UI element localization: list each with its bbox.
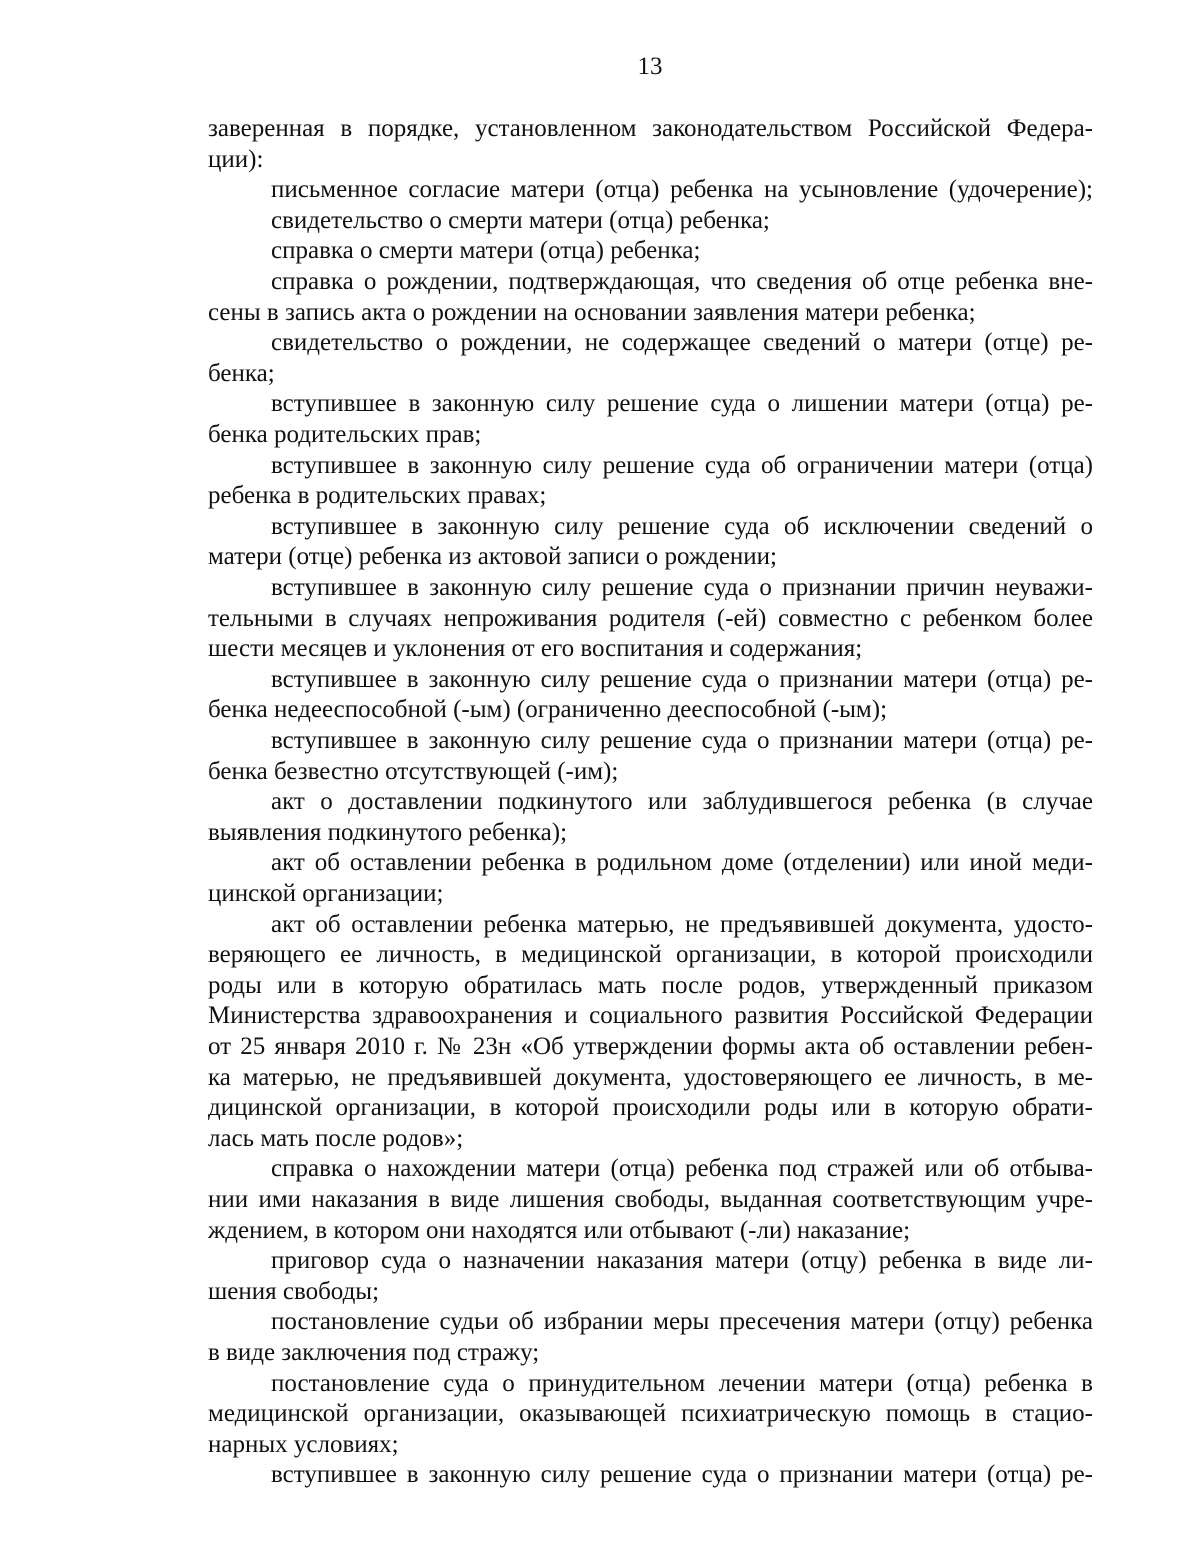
text-line: постановление суда о принудительном лечении матери (отца) ребенка в [271, 1369, 1093, 1397]
text-line: постановление судьи об избрании меры пресечения матери (отцу) ребенка [271, 1308, 1093, 1336]
text-line: лась мать после родов»; [208, 1124, 464, 1152]
text-line: вступившее в законную силу решение суда о признании матери (отца) ре- [271, 727, 1093, 754]
text-line: акт об оставлении ребенка в родильном доме (отделении) или иной меди- [271, 849, 1093, 877]
text-line: тельными в случаях непроживания родителя (-ей) совместно с ребенком более [208, 604, 1093, 632]
text-line: роды или в которую обратилась мать после родов, утвержденный приказом [208, 971, 1093, 999]
text-line: матери (отце) ребенка из актовой записи о рождении; [208, 543, 777, 571]
text-line: шести месяцев и уклонения от его воспитания и содержания; [208, 635, 863, 663]
text-line: ждением, в котором они находятся или отбывают (-ли) наказание; [208, 1216, 911, 1244]
text-line: бенка безвестно отсутствующей (-им); [208, 757, 619, 785]
text-line: акт о доставлении подкинутого или заблудившегося ребенка (в случае [271, 788, 1093, 816]
text-line: вступившее в законную силу решение суда о признании матери (отца) ре- [271, 665, 1093, 693]
text-line: вступившее в законную силу решение суда об исключении сведений о [271, 512, 1093, 540]
text-line: ции): [208, 145, 264, 173]
text-line: выявления подкинутого ребенка); [208, 818, 568, 846]
text-line: справка о рождении, подтверждающая, что сведения об отце ребенка вне- [271, 268, 1093, 295]
text-line: медицинской организации, оказывающей психиатрическую помощь в стацио- [208, 1400, 1093, 1428]
text-line: приговор суда о назначении наказания матери (отцу) ребенка в виде ли- [271, 1247, 1093, 1275]
text-line: справка о нахождении матери (отца) ребенка под стражей или об отбыва- [271, 1155, 1093, 1183]
text-line: вступившее в законную силу решение суда о признании причин неуважи- [271, 574, 1093, 601]
text-line: ребенка в родительских правах; [208, 482, 547, 510]
text-line: вступившее в законную силу решение суда о лишении матери (отца) ре- [271, 390, 1093, 418]
text-line: дицинской организации, в которой происходили роды или в которую обрати- [208, 1094, 1093, 1122]
text-line: нии ими наказания в виде лишения свободы, выданная соответствующим учре- [208, 1186, 1093, 1213]
text-line: свидетельство о рождении, не содержащее сведений о матери (отце) ре- [271, 329, 1093, 357]
text-line: письменное согласие матери (отца) ребенка на усыновление (удочерение); [271, 176, 1093, 204]
text-line: вступившее в законную силу решение суда об ограничении матери (отца) [271, 451, 1093, 479]
text-line: бенка; [208, 359, 275, 387]
text-line: нарных условиях; [208, 1430, 399, 1458]
text-line: ка матерью, не предъявившей документа, удостоверяющего ее личность, в ме- [208, 1063, 1093, 1091]
text-line: вступившее в законную силу решение суда о признании матери (отца) ре- [271, 1461, 1093, 1489]
text-line: акт об оставлении ребенка матерью, не предъявившей документа, удосто- [271, 910, 1093, 938]
text-line: веряющего ее личность, в медицинской организации, в которой происходили [208, 941, 1093, 969]
text-line: свидетельство о смерти матери (отца) ребенка; [271, 206, 770, 234]
text-line: справка о смерти матери (отца) ребенка; [271, 237, 701, 265]
text-line: бенка недееспособной (-ым) (ограниченно дееспособной (-ым); [208, 696, 888, 724]
text-line: сены в запись акта о рождении на основании заявления матери ребенка; [208, 298, 976, 326]
text-line: Министерства здравоохранения и социального развития Российской Федерации [208, 1002, 1093, 1030]
text-line: шения свободы; [208, 1277, 380, 1305]
text-line: бенка родительских прав; [208, 421, 482, 448]
text-line: от 25 января 2010 г. № 23н «Об утверждении формы акта об оставлении ребен- [208, 1033, 1093, 1060]
text-line: в виде заключения под стражу; [208, 1339, 540, 1366]
text-line: цинской организации; [208, 880, 444, 907]
page-number: 13 [637, 53, 663, 80]
text-line: заверенная в порядке, установленном законодательством Российской Федера- [208, 115, 1093, 142]
